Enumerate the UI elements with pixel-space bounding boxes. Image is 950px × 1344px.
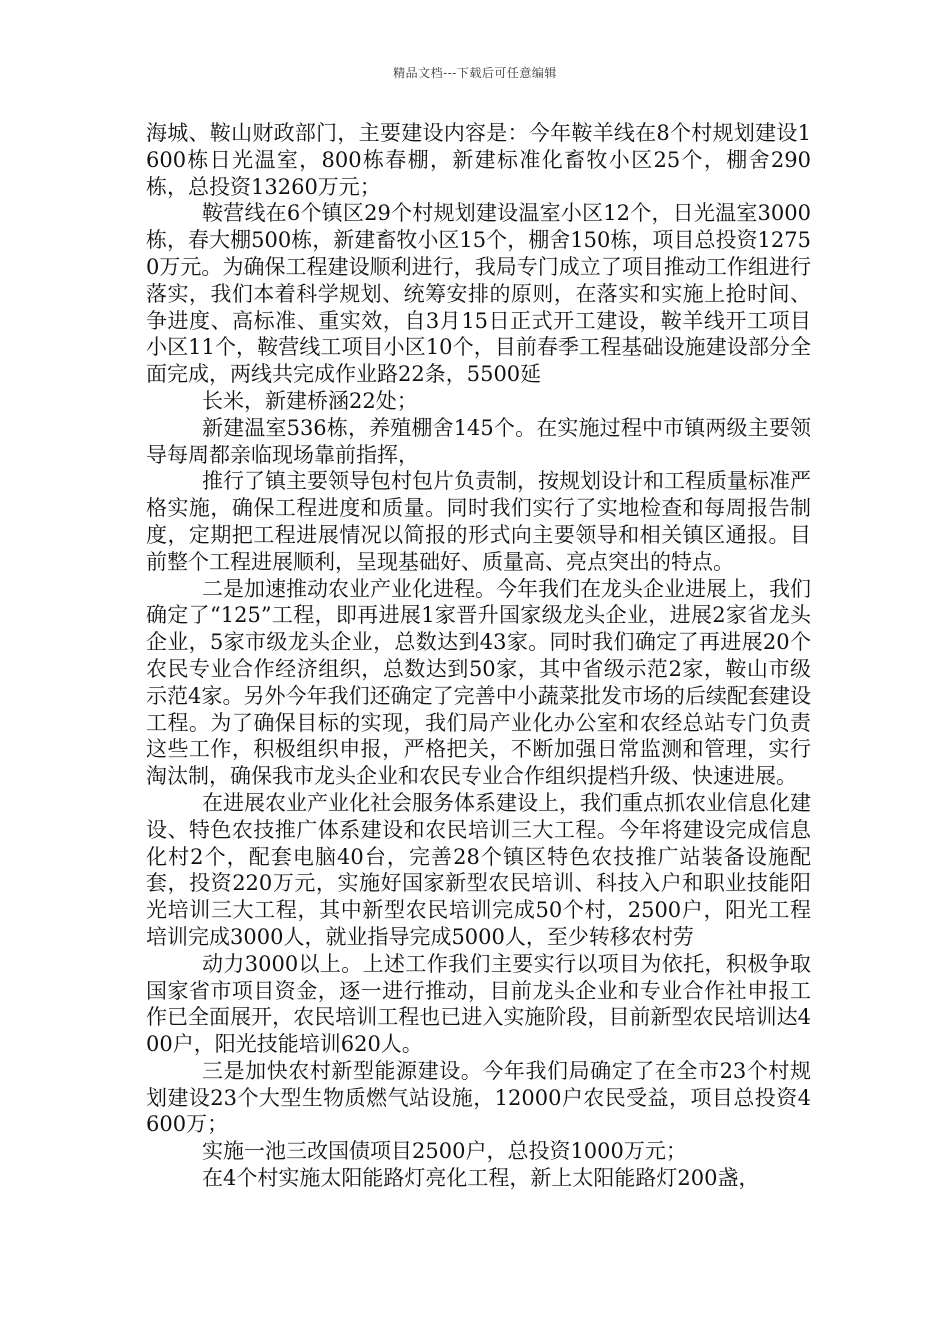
document-body [146, 120, 811, 1192]
paragraph: 二是加速推动农业产业化进程。今年我们在龙头企业进展上，我们确定了“125”工程，即再进展1家晋升国家级龙头企业，进展2家省龙头企业，5家市级龙头企业，总数达到43家。同时我们确定了再进展20个农民专业合作经济组织，总数达到50家，其中省级示范2家，鞍山市级示范4家。另外今年我们还确定了完善中小蔬菜批发市场的后续配套建设工程。为了确保目标的实现，我们局产业化办公室和农经总站专门负责这些工作，积极组织申报，严格把关，不断加强日常监测和管理，实行淘汰制，确保我市龙头企业和农民专业合作组织提档升级、快速进展。 [146, 576, 811, 789]
paragraph: 在4个村实施太阳能路灯亮化工程，新上太阳能路灯200盏， [202, 1166, 760, 1191]
paragraph: 海城、鞍山财政部门，主要建设内容是：今年鞍羊线在8个村规划建设1600栋日光温室，800栋春棚，新建标准化畜牧小区25个，棚舍290栋，总投资13260万元； [146, 121, 811, 199]
paragraph: 动力3000以上。上述工作我们主要实行以项目为依托，积极争取国家省市项目资金，逐一进行推动，目前龙头企业和专业合作社申报工作已全面展开，农民培训工程也已进入实施阶段，目前新型农民培训达400户，阳光技能培训620人。 [146, 951, 811, 1057]
paragraph: 实施一池三改国债项目2500户，总投资1000万元； [202, 1139, 687, 1164]
paragraph: 鞍营线在6个镇区29个村规划建设温室小区12个，日光温室3000栋，春大棚500栋，新建畜牧小区15个，棚舍150栋，项目总投资12750万元。为确保工程建设顺利进行，我局专门成立了项目推动工作组进行落实，我们本着科学规划、统筹安排的原则，在落实和实施上抢时间、争进度、高标准、重实效，自3月15日正式开工建设，鞍羊线开工项目小区11个，鞍营线工项目小区10个，目前春季工程基础设施建设部分全面完成，两线共完成作业路22条，5500延 [146, 201, 811, 387]
paragraph: 长米，新建桥涵22处； [202, 388, 418, 413]
paragraph: 在进展农业产业化社会服务体系建设上，我们重点抓农业信息化建设、特色农技推广体系建设和农民培训三大工程。今年将建设完成信息化村2个，配套电脑40台，完善28个镇区特色农技推广站装备设施配套，投资220万元，实施好国家新型农民培训、科技入户和职业技能阳光培训三大工程，其中新型农民培训完成50个村，2500户，阳光工程培训完成3000人，就业指导完成5000人，至少转移农村劳 [146, 790, 811, 949]
paragraph: 推行了镇主要领导包村包片负责制，按规划设计和工程质量标准严格实施，确保工程进度和质量。同时我们实行了实地检查和每周报告制度，定期把工程进展情况以简报的形式向主要领导和相关镇区通报。目前整个工程进展顺利，呈现基础好、质量高、亮点突出的特点。 [146, 469, 811, 574]
page-header: 精品文档---下载后可任意编辑 [393, 66, 557, 80]
paragraph: 三是加快农村新型能源建设。今年我们局确定了在全市23个村规划建设23个大型生物质燃气站设施，12000户农民受益，项目总投资4600万； [146, 1058, 811, 1137]
paragraph: 新建温室536栋，养殖棚舍145个。在实施过程中市镇两级主要领导每周都亲临现场靠前指挥， [146, 415, 811, 467]
